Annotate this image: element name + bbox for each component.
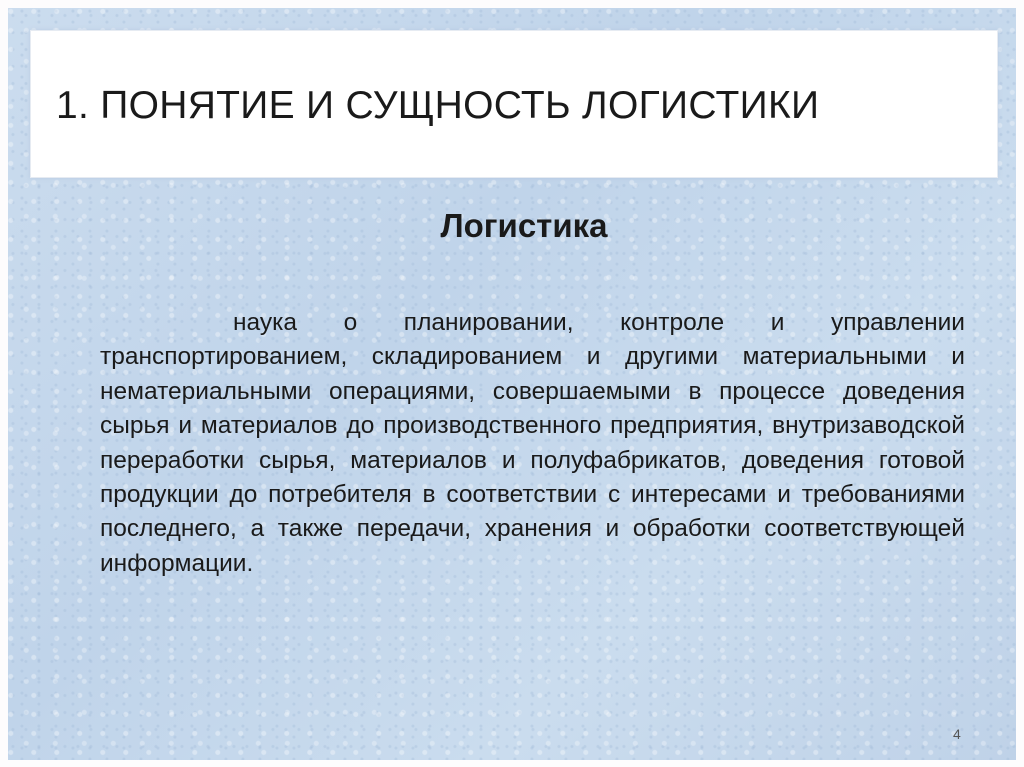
definition-text: наука о планировании, контроле и управлении транспортированием, складированием и другими материальными и нематериальными операциями, совершаемыми в процессе доведения сырья и материалов до производственного предприятия, внутризаводской переработки сырья, материалов и полуфабрикатов, доведения готовой продукции до потребителя в соответствии с интересами и требованиями последнего, а также передачи, хранения и обработки соответствующей информации. — [100, 309, 965, 577]
slide-subtitle: Логистика — [440, 207, 608, 244]
slide — [8, 8, 1016, 760]
page-number: 4 — [953, 726, 961, 742]
slide-title: 1. ПОНЯТИЕ И СУЩНОСТЬ ЛОГИСТИКИ — [56, 84, 820, 127]
